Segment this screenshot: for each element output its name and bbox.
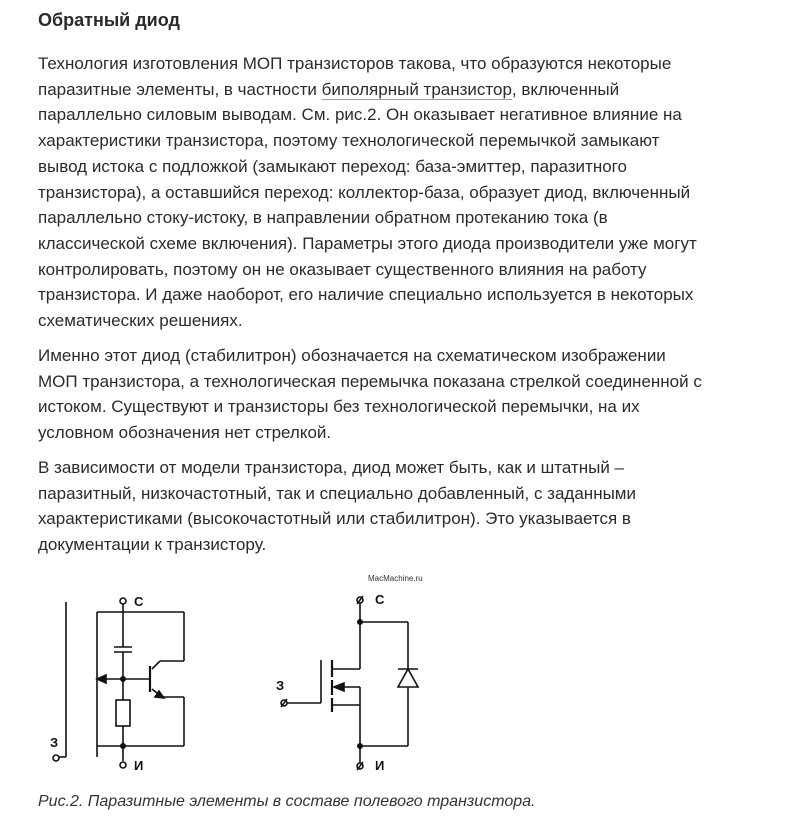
drain-terminal [120, 598, 126, 604]
left-circuit [50, 594, 184, 773]
emitter-arrow [155, 691, 164, 698]
terminal-slash [357, 762, 363, 770]
gate-terminal [53, 755, 59, 761]
emitter-lead [152, 689, 162, 697]
text-line: транзистора. И даже наоборот, его наличие специально используется в некоторых [38, 285, 694, 305]
resistor [116, 700, 130, 726]
substrate-arrow [334, 683, 344, 691]
text-line: документации к транзистору. [38, 535, 267, 555]
drain-label: С [134, 594, 144, 609]
source-label: И [134, 758, 144, 773]
bipolar-transistor-link[interactable]: биполярный транзистор [321, 79, 512, 99]
text-line: классической схеме включения). Параметры этого диода производители уже могут [38, 233, 697, 253]
text-line: условном обозначения нет стрелкой. [38, 423, 332, 443]
junction-dot [358, 620, 362, 624]
paragraph-2 [38, 343, 768, 446]
text-line: схематических решениях. [38, 311, 243, 331]
text-line: Технология изготовления МОП транзисторов такова, что образуются некоторые [38, 54, 672, 73]
substrate-arrow [97, 675, 106, 683]
text-line: характеристики транзистора, поэтому технологической перемычкой замыкают [38, 131, 660, 151]
text-line: паразитный, низкочастотный, так и специально добавленный, с заданными [38, 483, 636, 503]
text-line: параллельно стоку-истоку, в направлении обратном протеканию тока (в [38, 208, 608, 228]
gate-terminal [281, 700, 287, 706]
text-line: истоком. Существуют и транзисторы без технологической перемычки, на их [38, 397, 640, 417]
text-line [38, 77, 768, 103]
text-fragment: , включенный [511, 79, 620, 99]
junction-dot [121, 744, 125, 748]
gate-label: З [50, 735, 59, 750]
junction-dot [358, 744, 362, 748]
text-line: параллельно силовым выводам. См. рис.2. Он оказывает негативное влияние на [38, 105, 682, 125]
right-circuit [276, 592, 418, 773]
drain-label: С [375, 592, 385, 607]
junction-dot [121, 677, 125, 681]
text-line: транзистора), а оставшийся переход: коллектор-база, образует диод, включенный [38, 182, 691, 202]
figure-caption: Рис.2. Паразитные элементы в составе полевого транзистора. [38, 793, 536, 810]
text-line: характеристиками (высокочастотный или стабилитрон). Это указывается в [38, 509, 631, 529]
collector-lead [152, 661, 160, 669]
drain-terminal [357, 597, 363, 603]
gate-label: З [276, 678, 285, 693]
watermark: MacMachine.ru [368, 574, 423, 583]
text-line: В зависимости от модели транзистора, диод может быть, как и штатный – [38, 458, 625, 477]
text-line: вывод истока с подложкой (замыкают переход: база-эмиттер, паразитного [38, 156, 627, 176]
terminal-slash [357, 596, 363, 604]
diode-symbol [398, 669, 418, 687]
source-terminal [357, 763, 363, 769]
text-line: контролировать, поэтому он не оказывает существенного влияния на работу [38, 259, 647, 279]
source-terminal [120, 762, 126, 768]
section-heading: Обратный диод [38, 10, 180, 30]
paragraph-3 [38, 455, 768, 558]
source-label: И [375, 758, 385, 773]
text-line: МОП транзистора, а технологическая перемычка показана стрелкой соединенной с [38, 371, 702, 391]
terminal-slash [281, 699, 287, 707]
paragraph-1 [38, 51, 768, 334]
text-fragment: паразитные элементы, в частности [38, 79, 322, 99]
text-line: Именно этот диод (стабилитрон) обозначается на схематическом изображении [38, 346, 666, 365]
